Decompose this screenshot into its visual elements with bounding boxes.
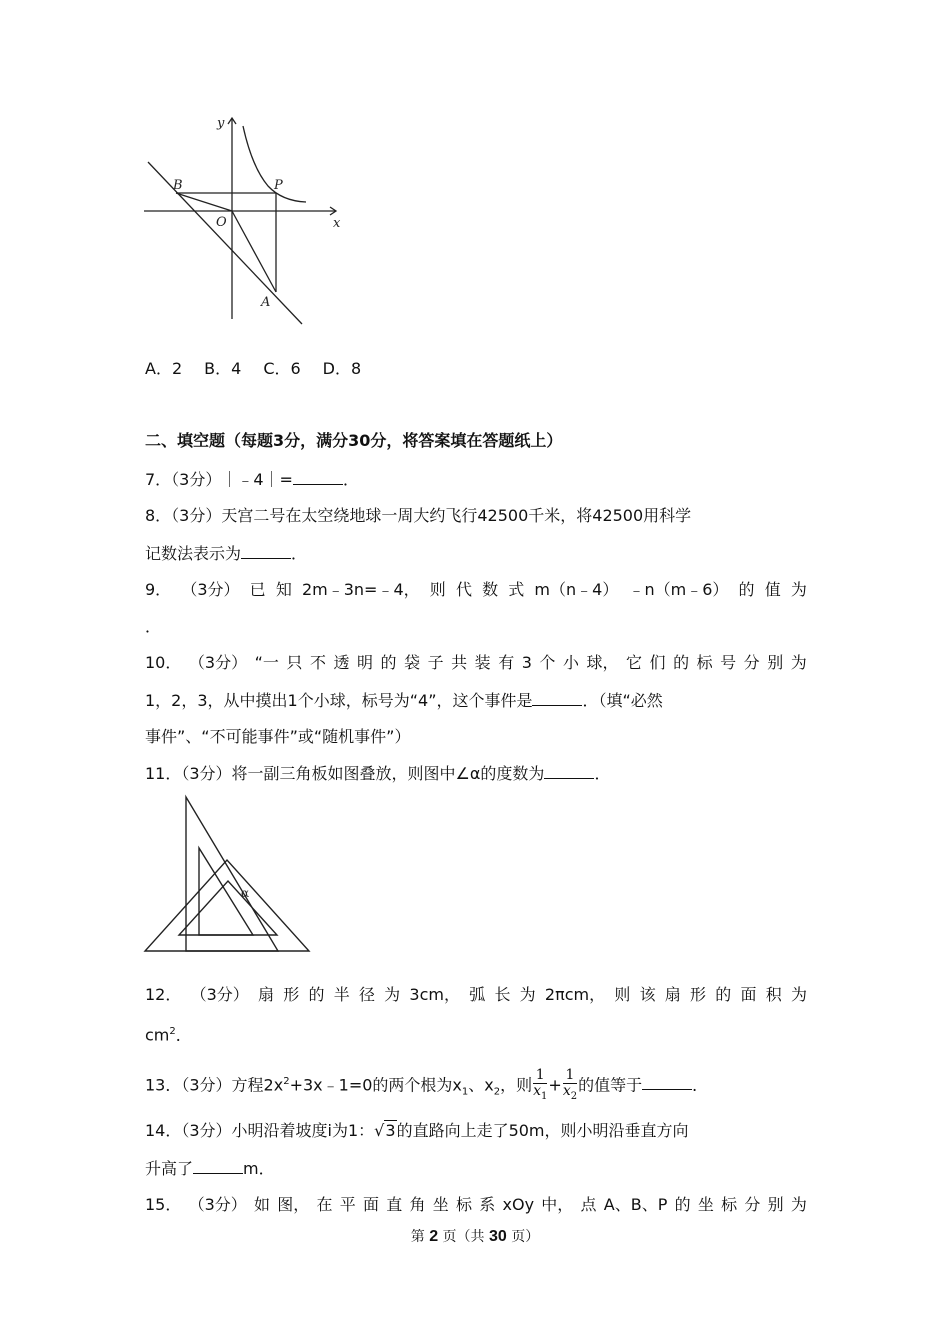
text-token: 球， <box>586 653 619 672</box>
q14-line2-end: m． <box>243 1159 275 1178</box>
text-token: 小 <box>562 653 579 672</box>
text-token: 透 <box>333 653 350 672</box>
text-token: 扇 <box>664 985 681 1004</box>
text-token: 标 <box>456 1195 473 1214</box>
text-token: （3分） <box>188 1195 247 1214</box>
question-11 <box>145 762 807 785</box>
footer-pre: 第 <box>410 1229 425 1245</box>
q14-line2-prefix: 升高了 <box>145 1159 194 1178</box>
fraction-sub: 1 <box>541 1090 548 1102</box>
text-token: 则 <box>429 580 446 599</box>
triangle-45-outer <box>145 860 309 951</box>
text-token: 的 <box>380 653 397 672</box>
text-token: 坐 <box>697 1195 714 1214</box>
text-token: 值 <box>764 580 781 599</box>
text-token: 标 <box>721 1195 738 1214</box>
q13-sep: 、x <box>468 1075 494 1095</box>
answer-blank <box>532 689 582 706</box>
text-token: 的 <box>308 985 325 1004</box>
page-number: 2 <box>429 1228 439 1245</box>
label-b: B <box>173 178 183 193</box>
q13-prefix: 13．（3分）方程2x <box>145 1075 284 1095</box>
question-10-line1 <box>145 652 807 674</box>
q12-end: ． <box>175 1025 192 1045</box>
question-8-line2 <box>145 542 807 565</box>
text-token: 装 <box>474 653 491 672</box>
text-token: 平 <box>339 1195 356 1214</box>
q8-line2-prefix: 记数法表示为 <box>145 544 242 563</box>
text-token: 该 <box>639 985 656 1004</box>
text-token: 袋 <box>404 653 421 672</box>
fraction-denominator <box>563 1084 577 1104</box>
page-footer <box>0 1226 950 1246</box>
text-token: 则 <box>614 985 631 1004</box>
answer-blank <box>241 542 291 559</box>
text-token: 共 <box>451 653 468 672</box>
text-token: 式 <box>508 580 525 599</box>
text-token: 15． <box>145 1195 182 1214</box>
text-token: 为 <box>384 985 401 1004</box>
fraction-1-over-x1 <box>533 1068 547 1104</box>
text-token: 半 <box>333 985 350 1004</box>
text-token: 形 <box>690 985 707 1004</box>
choice-d: D．8 <box>322 359 362 378</box>
text-token: 为 <box>790 985 807 1004</box>
text-token: xOy <box>502 1195 535 1214</box>
q8-line2-end: ． <box>291 544 308 563</box>
text-token: 形 <box>283 985 300 1004</box>
q11-end: ． <box>594 764 611 783</box>
question-9-line2: ． <box>145 617 162 636</box>
choice-b: B．4 <box>204 359 242 378</box>
text-token: 2πcm， <box>544 985 606 1004</box>
question-8-line1 <box>145 505 807 527</box>
answer-blank <box>293 468 343 485</box>
question-13 <box>145 1068 807 1104</box>
fraction-var: x <box>562 1083 571 1099</box>
label-p: P <box>274 178 283 193</box>
text-token: 为 <box>790 580 807 599</box>
question-10-line2 <box>145 689 807 712</box>
text-token: 直 <box>386 1195 403 1214</box>
question-9-line1 <box>145 579 807 601</box>
fraction-1-over-x2 <box>563 1068 577 1104</box>
q12-unit: cm <box>145 1025 170 1045</box>
text-token: 角 <box>409 1195 426 1214</box>
text-token: ﹣n（m﹣6） <box>628 580 729 599</box>
q12-unit-power: 2 <box>169 1026 176 1037</box>
text-token: 号 <box>720 653 737 672</box>
q7-end: ． <box>342 470 359 489</box>
text-token: 径 <box>358 985 375 1004</box>
q13-suffix: 的值等于 <box>578 1075 643 1095</box>
question-12-line1 <box>145 984 807 1006</box>
text-token: 12． <box>145 985 182 1004</box>
footer-mid: 页（共 <box>442 1229 485 1245</box>
q13-end: ． <box>692 1075 709 1095</box>
text-token: 别 <box>767 653 784 672</box>
text-token: 明 <box>357 653 374 672</box>
question-12-line2 <box>145 1021 807 1046</box>
text-token: 长 <box>494 985 511 1004</box>
text-token: 坐 <box>432 1195 449 1214</box>
text-token: 10． <box>145 653 182 672</box>
text-token: 面 <box>740 985 757 1004</box>
text-token: 个 <box>539 653 556 672</box>
q8-line1: 8．（3分）天宫二号在太空绕地球一周大约飞行42500千米，将42500用科学 <box>145 506 692 525</box>
text-token: 积 <box>765 985 782 1004</box>
q13-mid: +3x﹣1=0的两个根为x <box>289 1075 462 1095</box>
q13-sup: 2 <box>283 1076 290 1088</box>
text-token: 系 <box>479 1195 496 1214</box>
text-token: 只 <box>286 653 303 672</box>
answer-blank <box>193 1157 243 1174</box>
answer-blank <box>544 762 594 779</box>
text-token: 3 <box>521 653 532 672</box>
fraction-numerator: 1 <box>533 1068 547 1084</box>
answer-blank <box>642 1073 692 1090</box>
text-token: 已 <box>249 580 266 599</box>
label-o: O <box>216 215 227 230</box>
label-y: y <box>217 116 225 131</box>
text-token: “一 <box>254 653 279 672</box>
triangle-30-outer <box>186 797 278 951</box>
segment-oa <box>232 211 276 292</box>
text-token: 有 <box>498 653 515 672</box>
text-token: 面 <box>363 1195 380 1214</box>
q13-then: ，则 <box>500 1075 533 1095</box>
text-token: 的 <box>738 580 755 599</box>
q7-text: 7．（3分）｜﹣4｜= <box>145 470 293 489</box>
choice-a: A．2 <box>145 359 183 378</box>
text-token: 点 <box>580 1195 597 1214</box>
text-token: 知 <box>275 580 292 599</box>
segment-ob <box>176 193 232 211</box>
text-token: 标 <box>696 653 713 672</box>
text-token: 的 <box>673 653 690 672</box>
q13-sub1: 1 <box>461 1086 469 1098</box>
fraction-denominator <box>533 1084 547 1104</box>
text-token: 为 <box>519 985 536 1004</box>
text-token: 9． <box>145 580 172 599</box>
text-token: （3分） <box>188 653 248 672</box>
section-title: 二、填空题（每题3分，满分30分，将答案填在答题纸上） <box>145 431 563 450</box>
text-token: 在 <box>316 1195 333 1214</box>
text-token: 子 <box>427 653 444 672</box>
question-10-line3: 事件”、“不可能事件”或“随机事件”） <box>145 727 411 746</box>
footer-post: 页） <box>511 1229 540 1245</box>
text-token: 代 <box>455 580 472 599</box>
text-token: 扇 <box>258 985 275 1004</box>
text-token: 别 <box>767 1195 784 1214</box>
text-token: 的 <box>674 1195 691 1214</box>
label-x: x <box>333 216 341 231</box>
question-14-line1 <box>145 1120 807 1142</box>
text-token: 它 <box>626 653 643 672</box>
fraction-var: x <box>533 1083 542 1099</box>
set-squares-figure <box>142 794 312 956</box>
q10-line2-suffix: ．（填“必然 <box>582 691 663 710</box>
text-token: 数 <box>482 580 499 599</box>
total-pages: 30 <box>489 1228 507 1245</box>
text-token: 2m﹣3n=﹣4， <box>301 580 420 599</box>
q11-prefix: 11．（3分）将一副三角板如图叠放，则图中∠α的度数为 <box>145 764 545 783</box>
text-token: 弧 <box>469 985 486 1004</box>
q14-prefix: 14．（3分）小明沿着坡度i为1： <box>145 1121 375 1140</box>
text-token: m（n﹣4） <box>534 580 619 599</box>
choice-c: C．6 <box>263 359 301 378</box>
triangle-45-inner <box>179 881 277 935</box>
text-token: 为 <box>790 1195 807 1214</box>
text-token: 图， <box>277 1195 310 1214</box>
text-token: 为 <box>790 653 807 672</box>
label-a: A <box>261 295 271 310</box>
text-token: 的 <box>715 985 732 1004</box>
text-token: A、B、P <box>603 1195 668 1214</box>
text-token: （3分） <box>181 580 240 599</box>
q10-line2-prefix: 1，2，3，从中摸出1个小球，标号为“4”，这个事件是 <box>145 691 533 710</box>
q13-sub2: 2 <box>493 1086 501 1098</box>
text-token: 分 <box>743 653 760 672</box>
coordinate-figure <box>140 112 350 327</box>
sqrt-3: √3 <box>374 1121 396 1140</box>
text-token: 3cm， <box>409 985 460 1004</box>
text-token: 如 <box>254 1195 271 1214</box>
text-token: （3分） <box>190 985 249 1004</box>
text-token: 不 <box>309 653 326 672</box>
q14-suffix: 的直路向上走了50m，则小明沿垂直方向 <box>396 1121 689 1140</box>
sqrt-radicand: 3 <box>385 1121 396 1140</box>
question-7 <box>145 468 807 491</box>
q6-choices <box>145 358 807 380</box>
label-alpha: α <box>241 886 250 900</box>
text-token: 分 <box>744 1195 761 1214</box>
fraction-sub: 2 <box>570 1090 578 1102</box>
question-14-line2 <box>145 1157 807 1180</box>
question-15-line1 <box>145 1194 807 1216</box>
fraction-numerator: 1 <box>563 1068 577 1084</box>
text-token: 中， <box>541 1195 574 1214</box>
q13-plus: + <box>548 1075 562 1095</box>
text-token: 们 <box>649 653 666 672</box>
